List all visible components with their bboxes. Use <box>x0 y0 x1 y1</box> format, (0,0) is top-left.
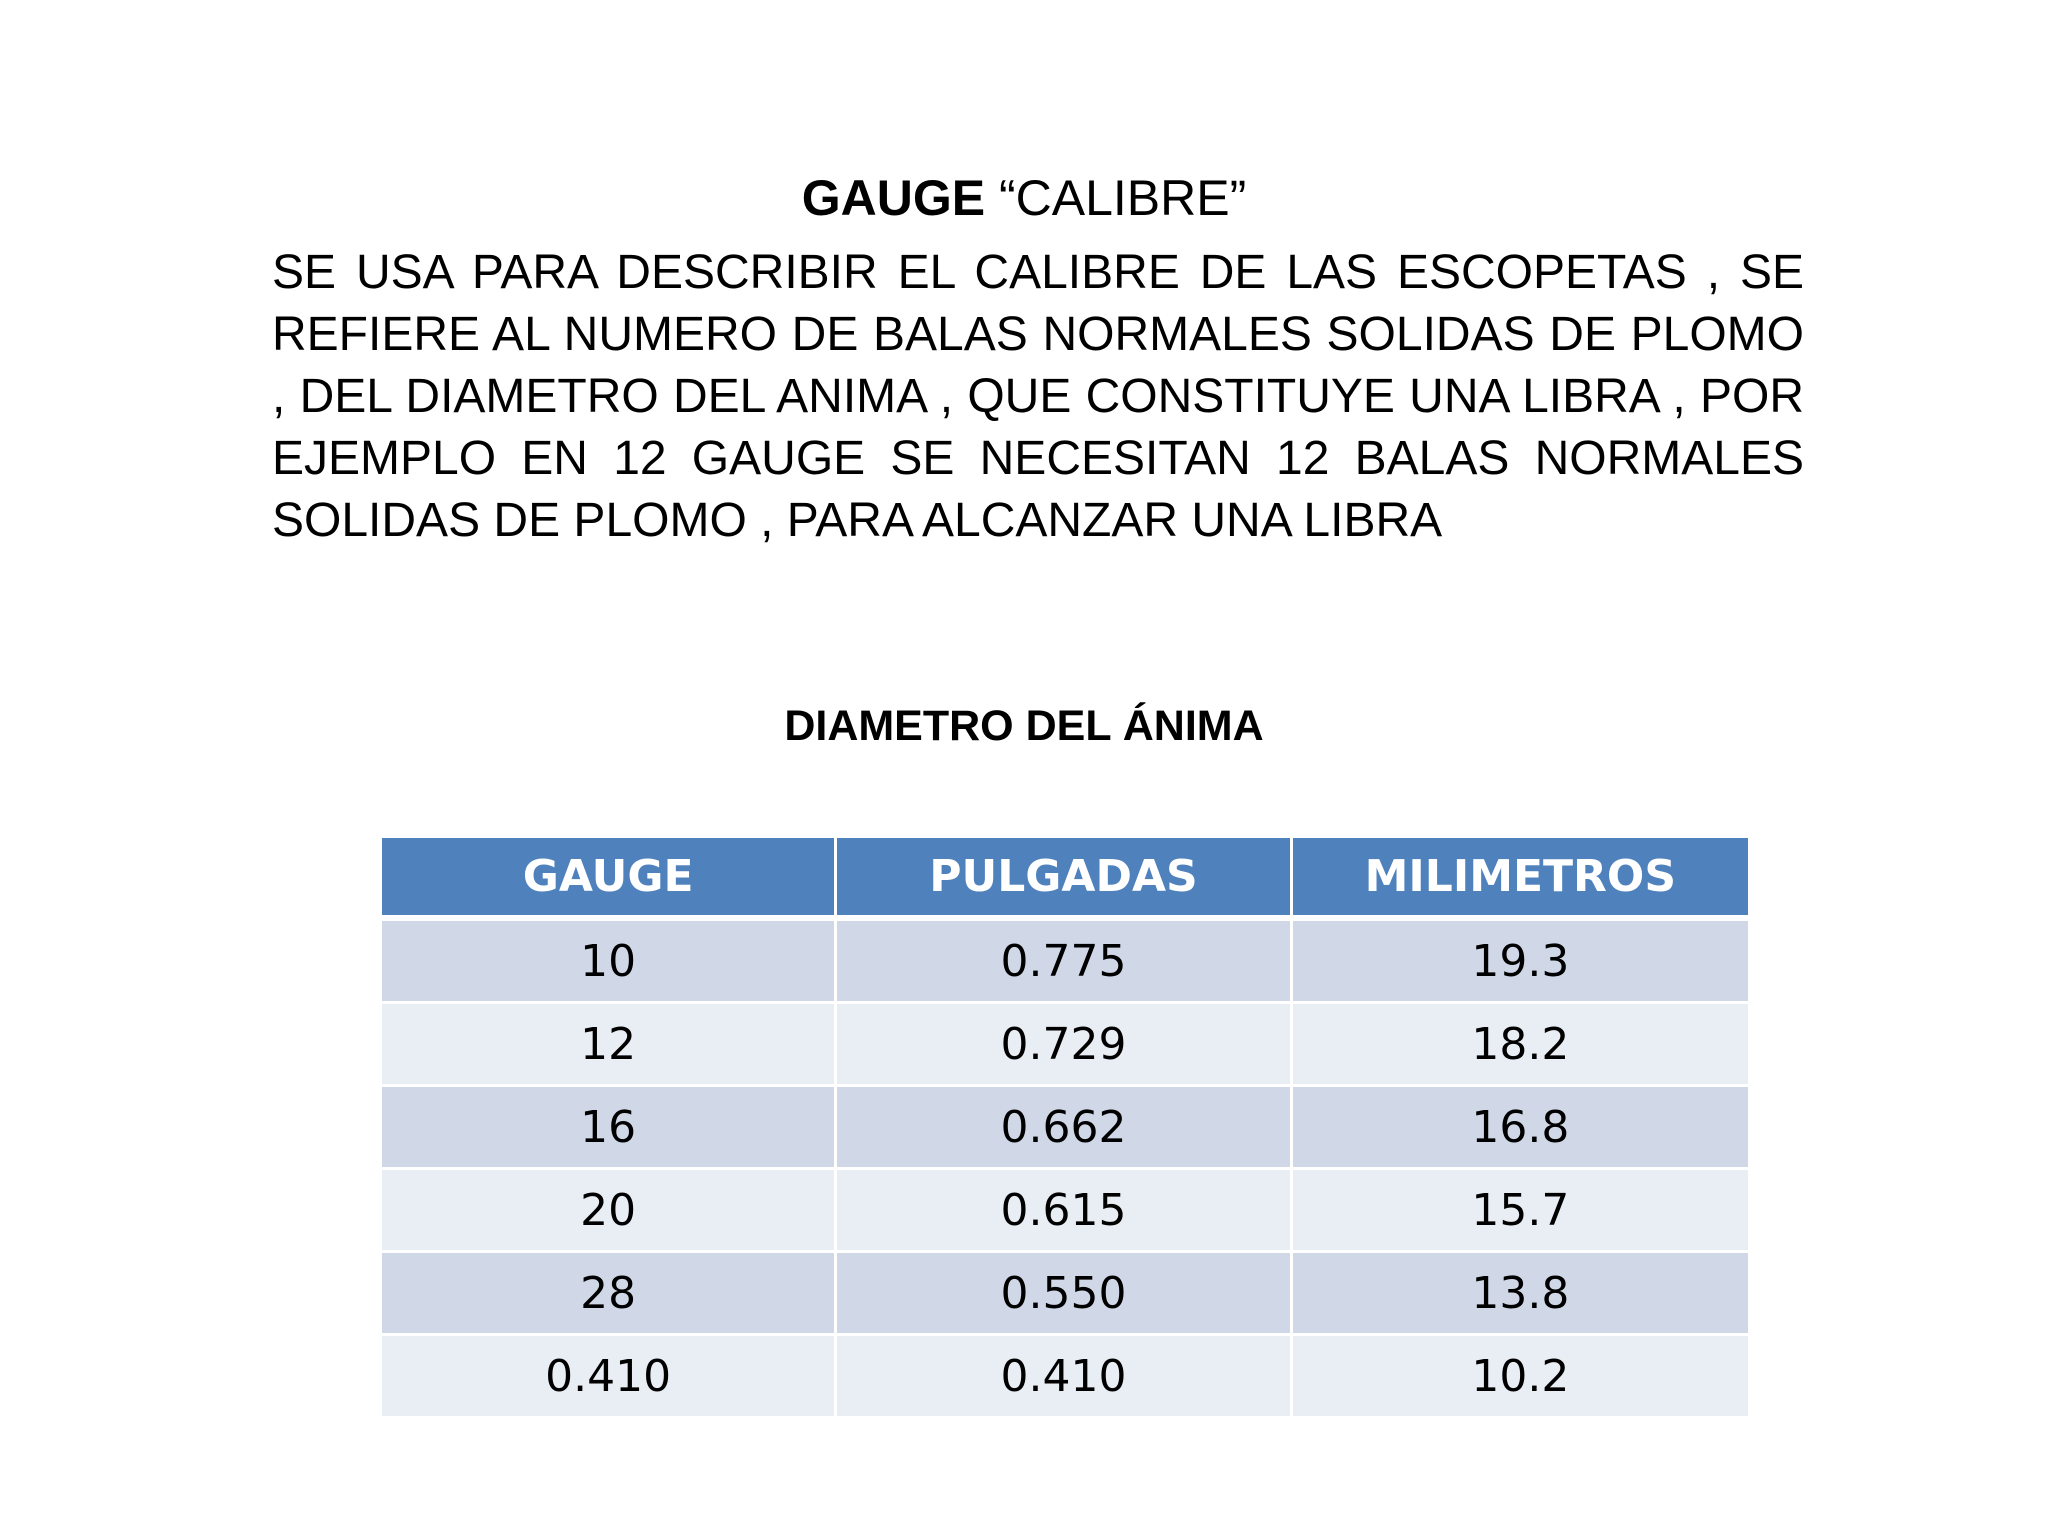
table-row <box>382 1253 1748 1336</box>
cell-pulgadas: 0.615 <box>837 1170 1292 1253</box>
table-row <box>382 1170 1748 1253</box>
cell-milimetros: 15.7 <box>1293 1170 1748 1253</box>
cell-pulgadas: 0.662 <box>837 1087 1292 1170</box>
cell-gauge: 16 <box>382 1087 837 1170</box>
cell-gauge: 20 <box>382 1170 837 1253</box>
title-bold-text: GAUGE <box>801 170 986 226</box>
cell-milimetros: 19.3 <box>1293 921 1748 1004</box>
cell-gauge: 28 <box>382 1253 837 1336</box>
body-paragraph: SE USA PARA DESCRIBIR EL CALIBRE DE LAS ESCOPETAS , SE REFIERE AL NUMERO DE BALAS NORMALES SOLIDAS DE PLOMO , DEL DIAMETRO DEL ANIMA , QUE CONSTITUYE UNA LIBRA , POR EJEMPLO EN 12 GAUGE SE NECESITAN 12 BALAS NORMALES SOLIDAS DE PLOMO , PARA ALCANZAR UNA LIBRA <box>272 246 1804 547</box>
cell-gauge: 10 <box>382 921 837 1004</box>
table-row <box>382 1087 1748 1170</box>
cell-pulgadas: 0.550 <box>837 1253 1292 1336</box>
cell-gauge: 12 <box>382 1004 837 1087</box>
title-text: “CALIBRE” <box>999 170 1247 226</box>
cell-milimetros: 10.2 <box>1293 1336 1748 1416</box>
header-gauge: GAUGE <box>382 838 837 921</box>
slide-title <box>0 166 2048 230</box>
cell-pulgadas: 0.775 <box>837 921 1292 1004</box>
cell-milimetros: 13.8 <box>1293 1253 1748 1336</box>
table-row <box>382 1336 1748 1416</box>
cell-milimetros: 18.2 <box>1293 1004 1748 1087</box>
header-milimetros: MILIMETROS <box>1293 838 1748 921</box>
table-row <box>382 921 1748 1004</box>
cell-milimetros: 16.8 <box>1293 1087 1748 1170</box>
cell-gauge: 0.410 <box>382 1336 837 1416</box>
gauge-table <box>382 838 1748 1416</box>
table-title: DIAMETRO DEL ÁNIMA <box>784 702 1264 750</box>
cell-pulgadas: 0.410 <box>837 1336 1292 1416</box>
table-header-row <box>382 838 1748 921</box>
table-row <box>382 1004 1748 1087</box>
cell-pulgadas: 0.729 <box>837 1004 1292 1087</box>
header-pulgadas: PULGADAS <box>837 838 1292 921</box>
gauge-table-container <box>382 838 1748 1416</box>
